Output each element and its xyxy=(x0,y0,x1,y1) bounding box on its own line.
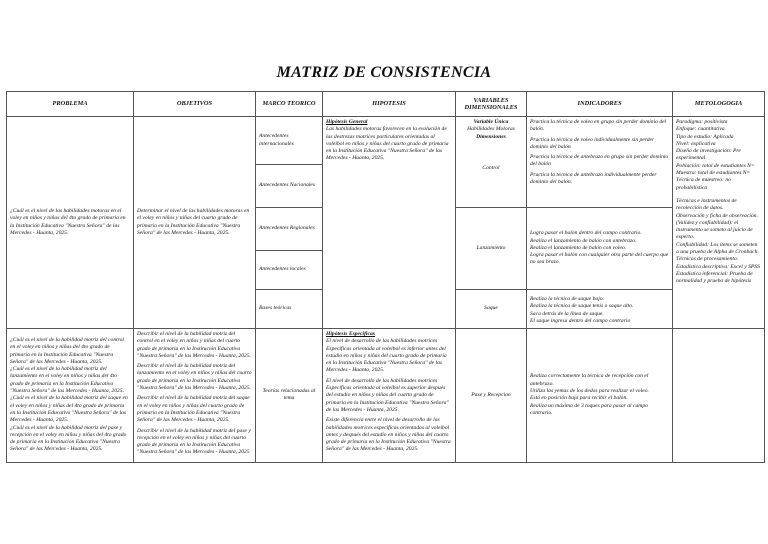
metodologia-item: Técnicas e instrumentos de recolección de datos. xyxy=(676,197,737,212)
header-variables: VARIABLES DIMENSIONALES xyxy=(456,92,527,117)
hipotesis-especificas-label: Hipótesis Especificas xyxy=(326,331,375,337)
marco-teorias-cell: Teorías relacionadas al tema xyxy=(256,329,323,463)
metodologia-item: Nivel: explicativa xyxy=(676,140,716,147)
variable-unica-label: Variable Única xyxy=(473,119,509,125)
indicador-item: Realiza correctamente la técnica de recepción con el antebrazo. xyxy=(530,373,649,387)
dimension-lanzamiento: Lanzamiento xyxy=(456,208,527,290)
indicador-item: Practica la técnica de antebrazo en grupo sin perder dominio del balón xyxy=(530,154,669,168)
marco-item-locales: Antecedentes locales xyxy=(256,251,323,290)
metodologia-item: Confiabilidad: Los ítems se someten a una prueba de Alpha de Cronbach. xyxy=(676,241,759,256)
marco-item-regionales: Antecedentes Regionales xyxy=(256,208,323,251)
metodologia-item: Estadística descriptiva: Excel y SPSS xyxy=(676,263,760,270)
header-hipotesis: HIPOTESIS xyxy=(323,92,456,117)
dimension-saque: Saque xyxy=(456,290,527,329)
metodologia-item: Muestra: total de estudiantes N= xyxy=(676,170,751,177)
problema-general-cell: ¿Cuál es el nivel de las habilidades motoras en el voley en niños y niñas del 4to grado de primaria en la Institución Educativa "Nuestra Señora" de las Mercedes - Huanta, 2025. xyxy=(7,117,134,329)
problema-especifico: ¿Cuál es el nivel de la habilidad motriz del saque en el voley en niños y niñas del 4to grado de primaria en la Institución Educativa "Nuestra Señora" de las Mercedes - Huanta, 2025. xyxy=(10,395,128,424)
hipotesis-general-cell xyxy=(323,117,456,329)
header-indicadores: INDICADORES xyxy=(527,92,673,117)
indicador-item: Realiza la técnica de saque bajo. xyxy=(530,296,604,302)
header-metodologia: METOLOGOGIA xyxy=(673,92,765,117)
objetivo-especifico: Describir el nivel de la habilidad motriz del pase y recepción en el voley en niños y niñas del cuarto grado de primaria en la Institución Educativa "Nuestra Señora" de las Mercedes - Huanta, 2025 xyxy=(137,427,251,456)
metodologia-empty-cell xyxy=(673,329,765,463)
indicador-item: Practica la técnica de voleo individualmente sin perder dominio del balón xyxy=(530,136,655,150)
metodologia-item: Técnica de muestreo: no probabilística xyxy=(676,177,731,191)
variable-name: Habilidades Motoras xyxy=(467,126,515,133)
hipotesis-especifica: Existe diferencia entre el nivel de desarrollo de las habilidades motrices especificas orientadas al voleibol antes y después del estudio en niños y niñas del cuarto grado de primaria en la Institución Educativa "Nuestra Señora" de las Mercedes - Huanta, 2025. xyxy=(326,417,451,453)
dimensiones-label: Dimensiones xyxy=(476,133,506,140)
metodologia-item: Observación y ficha de observación. (Validez y confiabilidad): el instrumento se someto al juicio de experto. xyxy=(676,212,758,241)
header-row xyxy=(7,92,765,117)
metodologia-item: Enfoque: cuantitativa xyxy=(676,126,725,133)
indicadores-lanzamiento-cell xyxy=(527,208,673,290)
objetivo-especifico: Describir el nivel de la habilidad motriz del control en el voley en niños y niñas del cuarto grado de primaria en la Institución Educativa "Nuestra Señora" de las Mercedes - Huanta, 2025. xyxy=(137,331,252,359)
indicador-item: El saque ingresa dentro del campo contrario xyxy=(530,317,631,324)
indicador-item: Logra pasar el balón con cualquier otra parte del cuerpo que no sea brazo. xyxy=(530,252,669,266)
objetivo-especifico: Describir el nivel de la habilidad motriz del saque en el voley en niños y niñas del cuarto grado de primaria en la Institución Educativa "Nuestra Señora" de las Mercedes - Huanta, 2025. xyxy=(137,395,250,424)
indicador-item: Practica la técnica de antebrazo individualmente perder dominio del balón. xyxy=(530,171,657,186)
objetivo-especifico: Describir el nivel de la habilidad motriz del lanzamiento en el voley en niños y niñas del cuarto grado de primaria en la Institución Educativa "Nuestra Señora" de las Mercedes - Huanta, 2025. xyxy=(137,363,252,392)
metodologia-item: Diseño de investigación: Pre experimental xyxy=(676,148,741,162)
metodologia-item: Paradigma: positivista xyxy=(676,119,728,125)
hipotesis-especifica: El nivel de desarrollo de las habilidades motrices Especificas orientada al voleibol es inferior antes del estudio en niños y niñas del cuarto grado de primaria en la Institución Educativa "Nuestra Señora" de las Mercedes - Huanta, 2025. xyxy=(326,338,447,374)
indicador-item: Está en posición baja para recibir el balón. xyxy=(530,395,628,402)
marco-item-bases: Bases teóricas xyxy=(256,290,323,329)
hipotesis-general-text: Las habilidades motoras favorecen en la evolución de las destrezas motrices particulares orientadas al voleibol en niños y niñas del cuarto grado de primaria en la Institución Educativa "Nuestra Señora" de las Mercedes - Huanta, 2025. xyxy=(326,126,449,162)
dimension-pase-recepcion: Pase y Recepcion xyxy=(456,329,527,463)
objetivos-especificos-cell xyxy=(134,329,256,463)
hipotesis-general-label: Hipótesis General xyxy=(326,119,368,125)
hipotesis-especifica: El nivel de desarrollo de las habilidades motrices Especificas orientada al voleibol es superior después del estudio en niños y niñas del cuarto grado de primaria en la Institución Educativa "Nuestra Señora" de las Mercedes - Huanta, 2025. xyxy=(326,377,449,413)
metodologia-item: Tipo de estudio: Aplicada xyxy=(676,133,734,140)
dimension-control: Control xyxy=(482,164,500,171)
indicador-item: Realiza la técnica de saque tenis o saque alto. xyxy=(530,303,634,310)
problemas-especificos-cell xyxy=(7,329,134,463)
marco-item-nacionales: Antecedentes Nacionales xyxy=(256,165,323,208)
variable-control-cell xyxy=(456,117,527,208)
indicadores-saque-cell xyxy=(527,290,673,329)
consistency-matrix-table xyxy=(6,91,765,463)
problema-especifico: ¿Cuál es el nivel de la habilidad motriz del pase y recepción en el voley en niños y niñas del 4to grado de primaria en la Institución Educativa "Nuestra Señora" de las Mercedes - Huanta, 2025. xyxy=(10,424,127,453)
page-title: MATRIZ DE CONSISTENCIA xyxy=(276,64,492,81)
header-marco-teorico: MARCO TEORICO xyxy=(256,92,323,117)
indicadores-control-cell xyxy=(527,117,673,208)
metodologia-item: Técnicas de procesamiento. xyxy=(676,256,739,263)
header-objetivos: OBJETIVOS xyxy=(134,92,256,117)
hipotesis-especificas-cell xyxy=(323,329,456,463)
indicador-item: Realiza el lanzamiento de balón con voleo. xyxy=(530,244,627,251)
indicador-item: Realiza un máximo de 3 toques para pasar al campo contrario. xyxy=(530,402,648,416)
problema-especifico: ¿Cuál es el nivel de la habilidad motriz del lanzamiento en el voley en niños y niñas del 4to grado de primaria en la Institución Educativa "Nuestra Señora" de las Mercedes - Huanta, 2025. xyxy=(10,366,125,395)
problema-especifico: ¿Cuál es el nivel de la habilidad motriz del control en el voley en niños y niñas del 4to grado de primaria en la Institución Educativa "Nuestra Señora" de las Mercedes - Huanta, 2025. xyxy=(10,337,124,365)
indicador-item: Utiliza las yemas de los dedos para realizar el voleo. xyxy=(530,388,649,395)
marco-item-internacionales: Antecedentes internacionales xyxy=(256,117,323,165)
metodologia-item: Población: total de estudiantes N= xyxy=(676,162,755,169)
indicador-item: Practica la técnica de voleo en grupo sin perder dominio del balón. xyxy=(530,119,667,133)
metodologia-cell xyxy=(673,117,765,329)
metodologia-item: Estadística inferencial: Prueba de normalidad y prueba de hipótesis xyxy=(676,270,753,285)
header-problema: PROBLEMA xyxy=(7,92,134,117)
indicadores-pase-cell xyxy=(527,329,673,463)
indicador-item: Realiza el lanzamiento de balón con antebrazo. xyxy=(530,237,637,244)
indicador-item: Saca detrás de la línea de saque. xyxy=(530,310,604,317)
objetivo-general-cell: Determinar el nivel de las habilidades motoras en el voley en niños y niñas del cuarto grado de primaria en la Institución Educativa "Nuestra Señora" de las Mercedes - Huanta, 2025. xyxy=(134,117,256,329)
indicador-item: Logra pasar el balón dentro del campo contrario. xyxy=(530,230,642,237)
